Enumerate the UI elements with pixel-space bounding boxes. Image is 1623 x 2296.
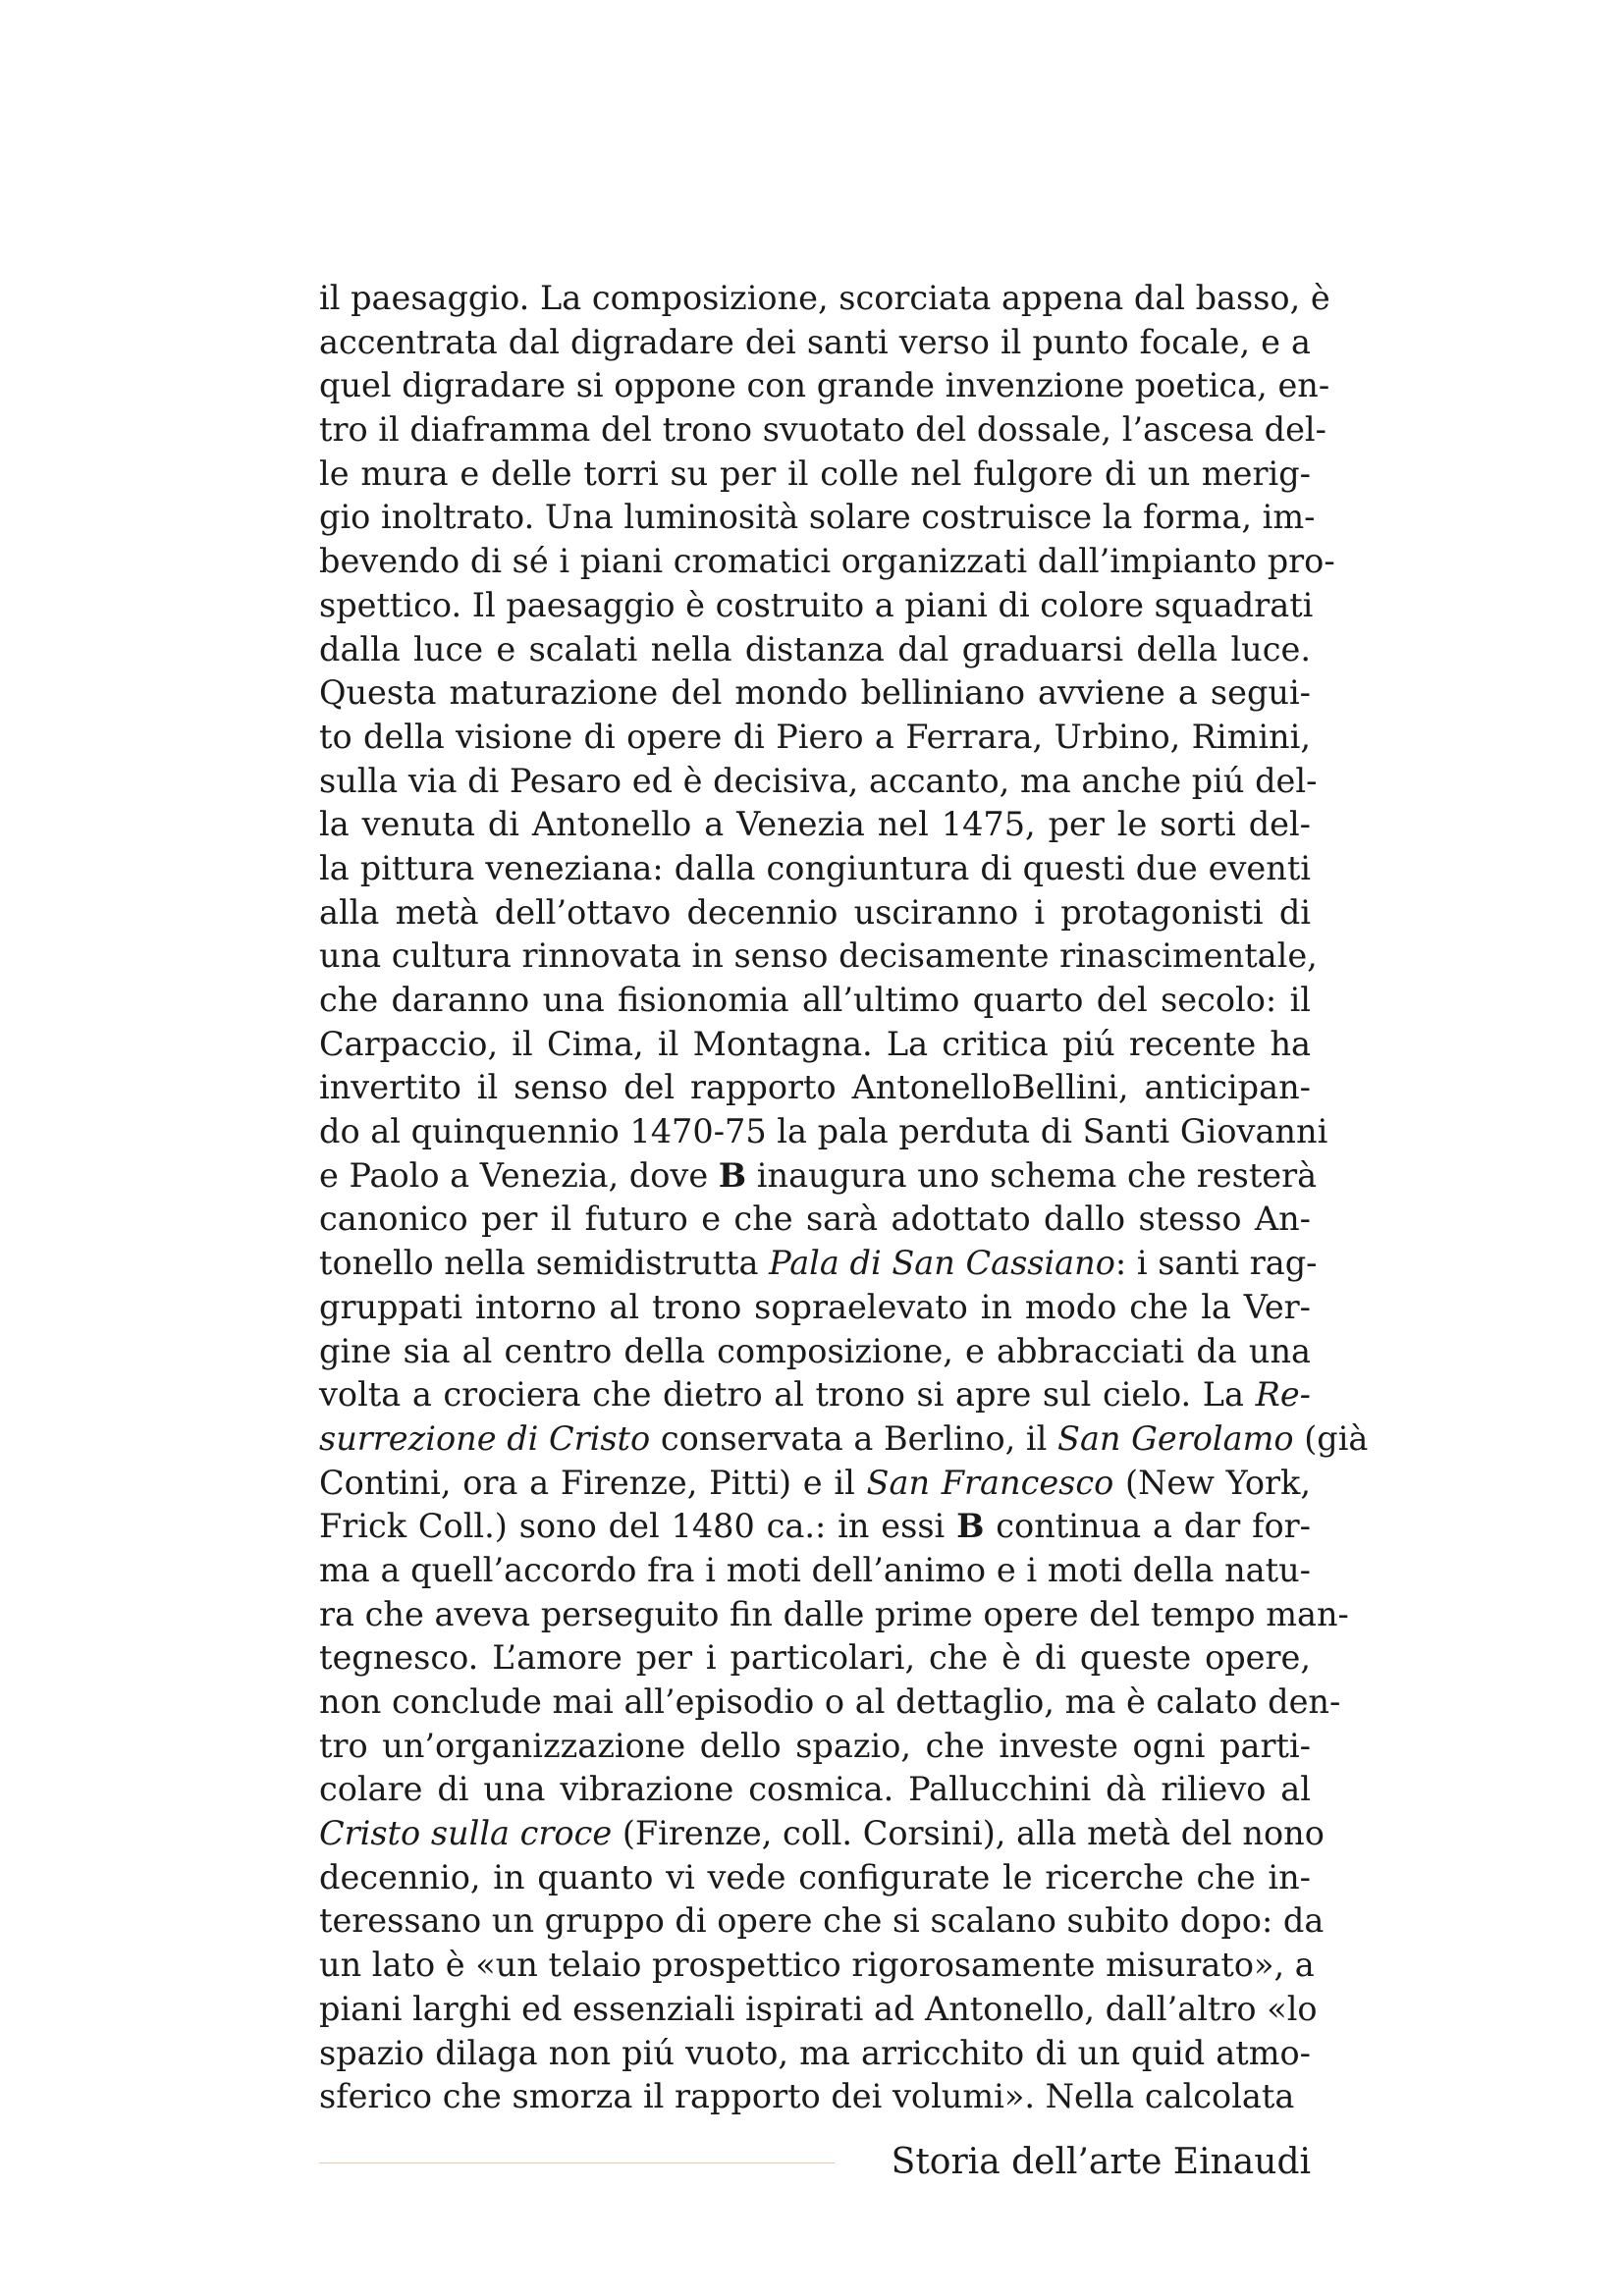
text-line bbox=[319, 803, 1311, 847]
italic-title: San Gerolamo bbox=[1057, 1418, 1294, 1458]
text-run: quel digradare si oppone con grande invenzione poetica, en- bbox=[319, 366, 1330, 405]
text-line bbox=[319, 1154, 1318, 1199]
text-line bbox=[319, 671, 1311, 716]
text-line bbox=[319, 408, 1326, 453]
text-run: dalla luce e scalati nella distanza dal graduarsi della luce. bbox=[319, 629, 1311, 668]
text-run: : i santi rag- bbox=[1114, 1244, 1318, 1283]
text-line bbox=[319, 1110, 1328, 1154]
text-run: Questa maturazione del mondo belliniano avviene a segui- bbox=[319, 673, 1311, 713]
text-run: tegnesco. L’amore per i particolari, che è di queste opere, bbox=[319, 1638, 1311, 1678]
text-run: spettico. Il paesaggio è costruito a piani di colore squadrati bbox=[319, 585, 1314, 624]
text-run: inaugura uno schema che resterà bbox=[746, 1155, 1318, 1195]
text-line bbox=[319, 584, 1314, 628]
text-line bbox=[319, 1330, 1311, 1374]
text-line bbox=[319, 716, 1311, 760]
body-text bbox=[319, 277, 1369, 2119]
text-run: Carpaccio, il Cima, il Montagna. La critica piú recente ha bbox=[319, 1024, 1311, 1063]
text-run: il paesaggio. La composizione, scorciata appena dal basso, è bbox=[319, 279, 1330, 317]
text-line bbox=[319, 1417, 1369, 1462]
text-run: Frick Coll.) sono del 1480 ca.: in essi bbox=[319, 1507, 957, 1546]
text-run: bevendo di sé i piani cromatici organizzati dall’impianto pro- bbox=[319, 542, 1335, 581]
text-run: gruppati intorno al trono sopraelevato in modo che la Ver- bbox=[319, 1287, 1311, 1326]
italic-title: Pala di San Cassiano bbox=[769, 1244, 1115, 1283]
text-run: le mura e delle torri su per il colle nel fulgore di un merig- bbox=[319, 454, 1311, 493]
text-line bbox=[319, 1242, 1318, 1286]
text-line bbox=[319, 364, 1330, 408]
text-line bbox=[319, 1725, 1311, 1769]
text-run: invertito il senso del rapporto AntonelloBellini, anticipan- bbox=[319, 1068, 1311, 1107]
text-run: decennio, in quanto vi vede configurate le ricerche che in- bbox=[319, 1857, 1311, 1896]
text-line bbox=[319, 1593, 1349, 1637]
text-run: accentrata dal digradare dei santi verso il punto focale, e a bbox=[319, 322, 1311, 361]
text-line bbox=[319, 1373, 1311, 1417]
text-line bbox=[319, 891, 1311, 935]
text-line bbox=[319, 934, 1318, 979]
text-run: to della visione di opere di Piero a Ferrara, Urbino, Rimini, bbox=[319, 717, 1311, 756]
text-line bbox=[319, 1856, 1311, 1900]
text-line bbox=[319, 1066, 1311, 1110]
bold-abbrev: B bbox=[956, 1507, 985, 1546]
italic-title: San Francesco bbox=[866, 1463, 1114, 1502]
text-line bbox=[319, 1812, 1325, 1856]
text-run: spazio dilaga non piú vuoto, ma arricchito di un quid atmo- bbox=[319, 2033, 1311, 2072]
text-line bbox=[319, 1023, 1311, 1067]
text-run: che daranno una fisionomia all’ultimo quarto del secolo: il bbox=[319, 981, 1311, 1019]
text-line bbox=[319, 453, 1311, 497]
italic-title: Cristo sulla croce bbox=[319, 1814, 613, 1853]
text-line bbox=[319, 321, 1311, 365]
italic-title: surrezione di Cristo bbox=[319, 1418, 651, 1458]
italic-title: Re- bbox=[1255, 1375, 1311, 1415]
text-run: ra che aveva perseguito fin dalle prime opere del tempo man- bbox=[319, 1594, 1349, 1633]
footer-title: Storia dell’arte Einaudi bbox=[891, 2142, 1311, 2182]
text-run: (già bbox=[1293, 1418, 1369, 1458]
text-line bbox=[319, 628, 1311, 672]
bold-abbrev: B bbox=[718, 1155, 747, 1195]
text-line bbox=[319, 1768, 1311, 1812]
text-line bbox=[319, 1505, 1311, 1549]
text-line bbox=[319, 2075, 1311, 2119]
text-line bbox=[319, 2032, 1311, 2076]
text-line bbox=[319, 1286, 1311, 1330]
text-line bbox=[319, 1636, 1311, 1681]
text-run: teressano un gruppo di opere che si scalano subito dopo: da bbox=[319, 1901, 1325, 1941]
text-line bbox=[319, 1462, 1311, 1506]
text-run: sulla via di Pesaro ed è decisiva, accanto, ma anche piú del- bbox=[319, 761, 1318, 800]
text-line bbox=[319, 760, 1318, 804]
text-run: la venuta di Antonello a Venezia nel 1475, per le sorti del- bbox=[319, 805, 1311, 844]
text-run: (New York, bbox=[1113, 1463, 1311, 1502]
text-run: conservata a Berlino, il bbox=[650, 1418, 1057, 1458]
text-run: tonello nella semidistrutta bbox=[319, 1244, 770, 1283]
text-line bbox=[319, 540, 1335, 584]
text-run: volta a crociera che dietro al trono si apre sul cielo. La bbox=[319, 1375, 1256, 1415]
text-line bbox=[319, 1899, 1325, 1944]
text-run: do al quinquennio 1470-75 la pala perduta di Santi Giovanni bbox=[319, 1112, 1328, 1151]
text-line bbox=[319, 979, 1311, 1023]
text-line bbox=[319, 1198, 1311, 1242]
text-run: canonico per il futuro e che sarà adottato dallo stesso An- bbox=[319, 1200, 1311, 1239]
text-run: Contini, ora a Firenze, Pitti) e il bbox=[319, 1463, 867, 1502]
text-line bbox=[319, 847, 1311, 891]
text-run: un lato è «un telaio prospettico rigorosamente misurato», a bbox=[319, 1946, 1315, 1985]
text-run: una cultura rinnovata in senso decisamente rinascimentale, bbox=[319, 936, 1318, 976]
text-run: la pittura veneziana: dalla congiuntura di questi due eventi bbox=[319, 848, 1311, 887]
text-run: alla metà dell’ottavo decennio usciranno i protagonisti di bbox=[319, 892, 1311, 932]
text-run: sferico che smorza il rapporto dei volumi». Nella calcolata bbox=[319, 2077, 1295, 2116]
text-line bbox=[319, 1944, 1315, 1988]
text-run: tro un’organizzazione dello spazio, che investe ogni parti- bbox=[319, 1726, 1311, 1765]
text-line bbox=[319, 1988, 1318, 2032]
text-run: continua a dar for- bbox=[984, 1507, 1311, 1546]
text-line bbox=[319, 1549, 1311, 1593]
text-run: piani larghi ed essenziali ispirati ad Antonello, dall’altro «lo bbox=[319, 1989, 1318, 2028]
text-line bbox=[319, 496, 1316, 540]
text-run: colare di una vibrazione cosmica. Pallucchini dà rilievo al bbox=[319, 1770, 1311, 1809]
text-line bbox=[319, 277, 1330, 321]
text-run: gio inoltrato. Una luminosità solare costruisce la forma, im- bbox=[319, 498, 1316, 537]
text-run: e Paolo a Venezia, dove bbox=[319, 1155, 719, 1195]
text-line bbox=[319, 1681, 1341, 1725]
text-run: non conclude mai all’episodio o al dettaglio, ma è calato den- bbox=[319, 1682, 1341, 1721]
text-run: gine sia al centro della composizione, e abbracciati da una bbox=[319, 1331, 1311, 1370]
text-run: (Firenze, coll. Corsini), alla metà del nono bbox=[612, 1814, 1325, 1853]
text-run: tro il diaframma del trono svuotato del dossale, l’ascesa del- bbox=[319, 410, 1326, 450]
text-run: ma a quell’accordo fra i moti dell’animo e i moti della natu- bbox=[319, 1550, 1311, 1589]
